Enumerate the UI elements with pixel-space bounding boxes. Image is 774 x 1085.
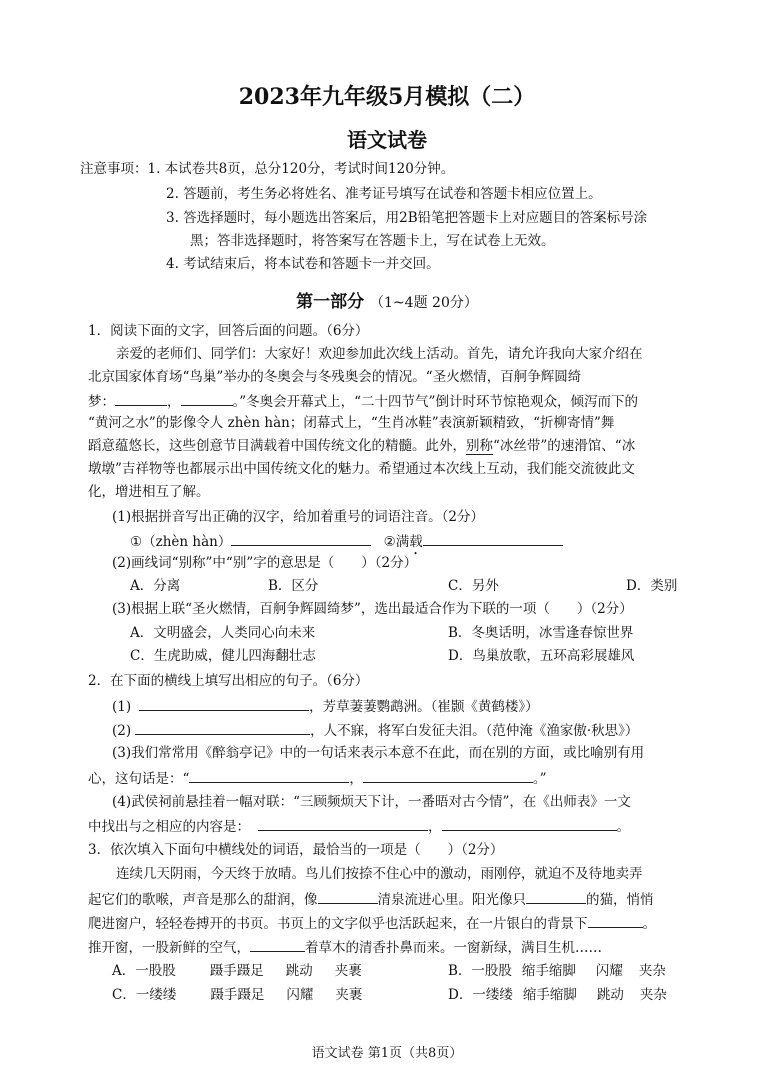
option-d[interactable]: D．鸟巢放歌，五环高彩展雄风: [448, 648, 635, 664]
answer-blank[interactable]: [231, 531, 371, 546]
q1-sub2: (2)画线词“别称”中“别”字的意思是（ ）（2分）: [112, 555, 418, 571]
exam-subtitle: 语文试卷: [347, 128, 427, 152]
underlined-word: 别称: [466, 438, 493, 454]
item-number: (1): [112, 699, 132, 715]
answer-blank[interactable]: [189, 768, 349, 783]
answer-blank[interactable]: [115, 391, 167, 406]
q1-sub1: (1)根据拼音写出正确的汉字，给加着重号的词语注音。（2分）: [112, 509, 484, 525]
sub1-item-b: ②满: [383, 534, 410, 550]
section-range: （1~4题 20分）: [370, 295, 478, 311]
q1-passage-text: 。”冬奥会开幕式上，“二十四节气”倒计时环节惊艳观众，倾泻而下的: [232, 394, 638, 410]
answer-blank[interactable]: [181, 391, 233, 406]
q1-passage-line: 亲爱的老师们、同学们：大家好！欢迎参加此次线上活动。首先，请允许我向大家介绍在: [116, 346, 643, 362]
q2-item-text: ，: [349, 771, 363, 787]
exam-title: 2023年九年级5月模拟（二）: [238, 84, 536, 110]
q2-item-text: 。”: [532, 771, 547, 787]
q2-item-2: [112, 720, 638, 740]
q3-passage-text: 。: [642, 916, 656, 932]
option-b[interactable]: B．区分: [268, 578, 319, 594]
q1-passage-line: “黄河之水”的影像令人 zhèn hàn；闭幕式上，“生肖冰鞋”表演新颖精致，“折柳寄情”舞: [88, 415, 615, 431]
note-1: 注意事项：1. 本试卷共8页，总分120分，考试时间120分钟。: [80, 161, 455, 177]
option-a[interactable]: A．文明盛会，人类同心向未来: [130, 625, 316, 641]
answer-blank[interactable]: [363, 768, 533, 783]
q1-passage-line: [88, 437, 635, 455]
item-number: (2): [112, 723, 132, 739]
option-c[interactable]: C．另外: [448, 578, 499, 594]
option-c[interactable]: C．一缕缕 蹑手蹑足 闪耀 夹裹: [112, 987, 363, 1003]
q1-passage-text: 梦：: [88, 394, 115, 410]
q1-passage-line: [88, 391, 638, 411]
q2-item-text: ，: [428, 819, 442, 835]
q3-passage-line: [88, 889, 654, 909]
answer-blank[interactable]: [442, 816, 617, 831]
q1-passage-text: “冰丝带”的速滑馆、“冰: [493, 438, 636, 454]
q1-passage-text: 蹈意蕴悠长，这些创意节目满载着中国传统文化的精髓。此外，: [88, 438, 466, 454]
answer-blank[interactable]: [526, 889, 586, 904]
q1-stem: 1．阅读下面的文字，回答后面的问题。（6分）: [88, 323, 369, 339]
option-b[interactable]: B．一股股 缩手缩脚 闪耀 夹杂: [448, 963, 666, 979]
note-4: 4. 考试结束后，将本试卷和答题卡一并交回。: [166, 256, 440, 272]
answer-blank[interactable]: [250, 937, 305, 952]
q3-passage-text: 推开窗，一股新鲜的空气，: [88, 940, 250, 956]
page-footer: 语文试卷 第1页（共8页）: [311, 1046, 463, 1061]
section-label: 第一部分: [296, 292, 365, 312]
q2-item-text: 中找出与之相应的内容是：: [88, 819, 250, 835]
q2-item-text: ，人不寐，将军白发征夫泪。（范仲淹《渔家傲·秋思》）: [310, 723, 639, 739]
q2-item-3: (3)我们常常用《醉翁亭记》中的一句话来表示本意不在此，而在别的方面，或比喻别有用: [112, 745, 645, 761]
q2-item-1: [112, 696, 539, 716]
answer-blank[interactable]: [139, 696, 309, 711]
section-heading: [0, 287, 774, 312]
answer-blank[interactable]: [135, 720, 310, 735]
q1-passage-line: 墩墩”吉祥物等也都展示出中国传统文化的魅力。希望通过本次线上互动，我们能交流彼此文: [88, 461, 635, 477]
q3-passage-line: [88, 913, 656, 933]
note-3-cont: 黑；答非选择题时，将答案写在答题卡上，写在试卷上无效。: [190, 233, 555, 249]
q2-item-4-cont: [88, 816, 630, 836]
sub1-item-a: ①（zhèn hàn）: [130, 534, 232, 550]
q2-item-4: (4)武侯祠前悬挂着一幅对联：“三顾频烦天下计，一番晤对古今情”，在《出师表》一文: [112, 794, 631, 810]
option-c[interactable]: C．生虎助威，健儿四海翻壮志: [130, 648, 316, 664]
option-b[interactable]: B．冬奥话明，冰雪逢春惊世界: [448, 625, 634, 641]
q2-item-3-cont: [88, 768, 547, 788]
q3-passage-line: [88, 937, 602, 957]
option-a[interactable]: A．分离: [130, 578, 181, 594]
note-2: 2. 答题前，考生务必将姓名、准考证号填写在试卷和答题卡相应位置上。: [166, 186, 602, 202]
q2-item-text: 心，这句话是：“: [88, 771, 190, 787]
q2-stem: 2．在下面的横线上填写出相应的句子。（6分）: [88, 673, 369, 689]
q3-passage-text: 的猫，悄悄: [586, 892, 654, 908]
answer-blank[interactable]: [318, 889, 378, 904]
q1-passage-line: 化，增进相互了解。: [88, 484, 210, 500]
q3-passage-text: 着草木的清香扑鼻而来。一窗新绿，满目生机……: [305, 940, 602, 956]
emphasized-char: 载: [409, 534, 423, 550]
option-a[interactable]: A．一股股 蹑手蹑足 跳动 夹裹: [112, 963, 362, 979]
answer-blank[interactable]: [258, 816, 428, 831]
q1-passage-line: 北京国家体育场“鸟巢”举办的冬奥会与冬残奥会的情况。“圣火燃情，百舸争辉圆绮: [88, 369, 582, 385]
q1-sub3: (3)根据上联“圣火燃情，百舸争辉圆绮梦”，选出最适合作为下联的一项（ ）（2分）: [112, 601, 633, 617]
q3-passage-line: 连续几天阴雨，今天终于放晴。鸟儿们按捺不住心中的激动，雨刚停，就迫不及待地卖弄: [116, 866, 643, 882]
answer-blank[interactable]: [423, 531, 563, 546]
q3-passage-text: 清泉流进心里。阳光像只: [377, 892, 526, 908]
option-d[interactable]: D．类别: [626, 578, 678, 594]
q2-item-text: ，芳草萋萋鹦鹉洲。（崔颢《黄鹤楼》）: [309, 699, 539, 715]
q3-passage-text: 起它们的歌喉，声音是那么的甜润，像: [88, 892, 318, 908]
q2-item-text: 。: [616, 819, 630, 835]
answer-blank[interactable]: [588, 913, 643, 928]
q1-passage-text: ，: [167, 394, 181, 410]
q3-stem: 3．依次填入下面句中横线处的词语，最恰当的一项是（ ）（2分）: [88, 842, 504, 858]
note-3: 3. 答选择题时，每小题选出答案后，用2B铅笔把答题卡上对应题目的答案标号涂: [166, 210, 648, 226]
q3-passage-text: 爬进窗户，轻轻卷搏开的书页。书页上的文字似乎也活跃起来，在一片银白的背景下: [88, 916, 588, 932]
option-d[interactable]: D．一缕缕 缩手缩脚 跳动 夹杂: [448, 987, 667, 1003]
